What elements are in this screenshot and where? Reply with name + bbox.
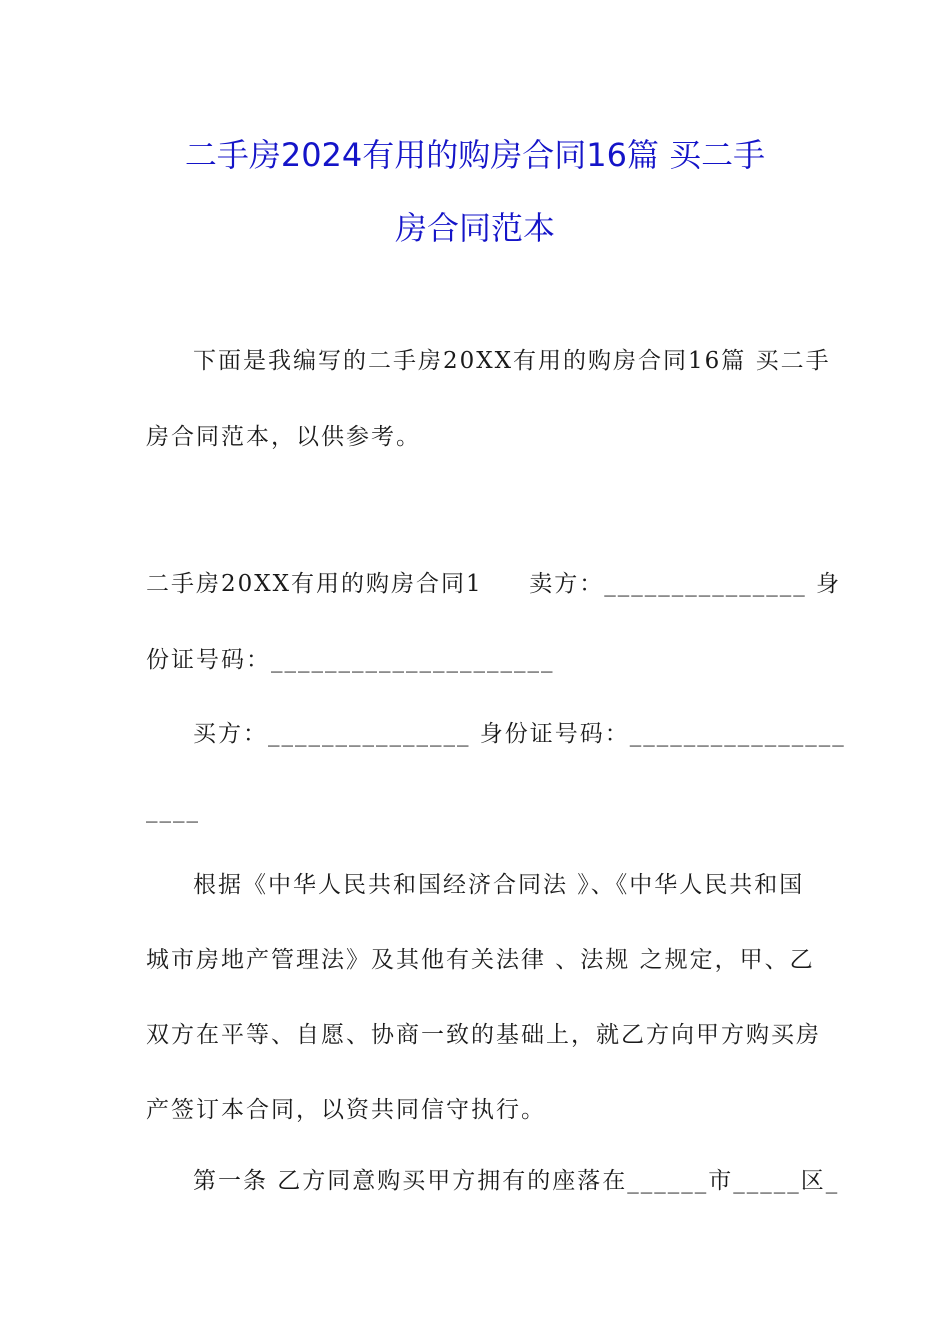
paragraph-line-4: 产签订本合同，以资共同信守执行。 <box>146 1097 546 1123</box>
buyer-line: 买方：_______________ 身份证号码：________________ <box>193 721 846 747</box>
contract-heading-seller-line: 二手房20XX有用的购房合同1 卖方：_______________ 身 <box>146 571 842 597</box>
paragraph-line-3: 双方在平等、自愿、协商一致的基础上，就乙方向甲方购买房 <box>146 1022 821 1048</box>
paragraph-line-1: 根据《中华人民共和国经济合同法 》、《中华人民共和国 <box>193 872 805 898</box>
article-1-line: 第一条 乙方同意购买甲方拥有的座落在______市_____区_ <box>193 1168 840 1194</box>
buyer-line-continued: ____ <box>146 797 200 823</box>
intro-line-2: 房合同范本，以供参考。 <box>146 424 421 450</box>
document-title-line-1: 二手房2024有用的购房合同16篇 买二手 <box>184 136 766 174</box>
intro-line-1: 下面是我编写的二手房20XX有用的购房合同16篇 买二手 <box>193 348 831 374</box>
seller-id-line: 份证号码：_____________________ <box>146 647 555 673</box>
paragraph-line-2: 城市房地产管理法》及其他有关法律 、法规 之规定，甲、乙 <box>146 947 815 973</box>
document-title-line-2: 房合同范本 <box>394 209 555 247</box>
